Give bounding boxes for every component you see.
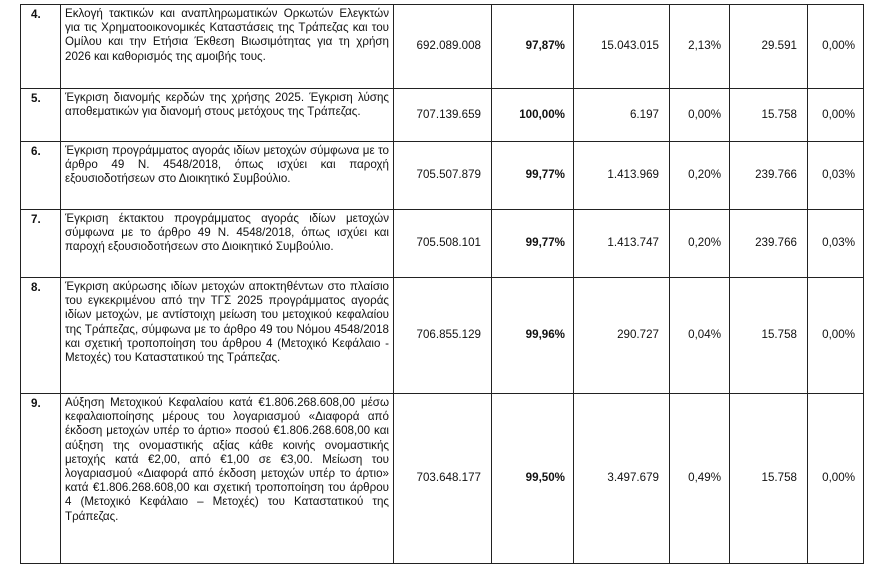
table-row	[21, 278, 864, 394]
abstain-percentage: 0,00%	[808, 5, 864, 89]
table-row	[21, 142, 864, 210]
against-votes: 6.197	[574, 89, 670, 142]
against-votes: 1.413.969	[574, 142, 670, 210]
for-votes: 703.648.177	[394, 394, 492, 564]
item-description: Έγκριση ακύρωσης ιδίων μετοχών αποκτηθέντων στο πλαίσιο του εγκεκριμένου από την ΤΓΣ 2025 προγράμματος αγοράς ιδίων μετοχών, με αντίστοιχη μείωση του μετοχικού κεφαλαίου της Τράπεζας, σύμφωνα με το άρθρο 49 του Νόμου 4548/2018 και σχετική τροποποίηση του άρθρου 4 (Μετοχικό Κεφάλαιο - Μετοχές) του Καταστατικού της Τράπεζας.	[61, 278, 394, 394]
abstain-percentage: 0,00%	[808, 89, 864, 142]
against-percentage: 0,20%	[670, 210, 730, 278]
table-row	[21, 5, 864, 89]
against-percentage: 2,13%	[670, 5, 730, 89]
table-row	[21, 89, 864, 142]
table-row	[21, 210, 864, 278]
item-description: Έγκριση έκτακτου προγράμματος αγοράς ιδίων μετοχών σύμφωνα με το άρθρο 49 Ν. 4548/2018, όπως ισχύει και παροχή εξουσιοδοτήσεων στο Διοικητικό Συμβούλιο.	[61, 210, 394, 278]
voting-results-table	[20, 4, 864, 564]
abstain-votes: 15.758	[730, 89, 808, 142]
against-percentage: 0,04%	[670, 278, 730, 394]
item-number: 7.	[21, 210, 61, 278]
against-votes: 15.043.015	[574, 5, 670, 89]
abstain-percentage: 0,03%	[808, 210, 864, 278]
for-votes: 706.855.129	[394, 278, 492, 394]
for-votes: 705.507.879	[394, 142, 492, 210]
against-votes: 3.497.679	[574, 394, 670, 564]
for-percentage: 99,96%	[492, 278, 574, 394]
for-percentage: 99,50%	[492, 394, 574, 564]
abstain-percentage: 0,00%	[808, 394, 864, 564]
abstain-votes: 239.766	[730, 210, 808, 278]
item-description: Έγκριση προγράμματος αγοράς ιδίων μετοχών σύμφωνα με το άρθρο 49 Ν. 4548/2018, όπως ισχύει και παροχή εξουσιοδοτήσεων στο Διοικητικό Συμβούλιο.	[61, 142, 394, 210]
for-percentage: 99,77%	[492, 142, 574, 210]
for-votes: 707.139.659	[394, 89, 492, 142]
item-description: Εκλογή τακτικών και αναπληρωματικών Ορκωτών Ελεγκτών για τις Χρηματοοικονομικές Καταστάσεις της Τράπεζας και του Ομίλου και την Ετήσια Έκθεση Βιωσιμότητας για τη χρήση 2026 και καθορισμός της αμοιβής τους.	[61, 5, 394, 89]
item-number: 5.	[21, 89, 61, 142]
item-description: Έγκριση διανομής κερδών της χρήσης 2025. Έγκριση λύσης αποθεματικών για διανομή στους μετόχους της Τράπεζας.	[61, 89, 394, 142]
item-number: 6.	[21, 142, 61, 210]
against-percentage: 0,20%	[670, 142, 730, 210]
abstain-votes: 15.758	[730, 278, 808, 394]
for-percentage: 99,77%	[492, 210, 574, 278]
against-percentage: 0,00%	[670, 89, 730, 142]
for-votes: 692.089.008	[394, 5, 492, 89]
abstain-percentage: 0,03%	[808, 142, 864, 210]
table-row	[21, 394, 864, 564]
item-number: 8.	[21, 278, 61, 394]
abstain-votes: 29.591	[730, 5, 808, 89]
for-percentage: 97,87%	[492, 5, 574, 89]
against-votes: 290.727	[574, 278, 670, 394]
for-percentage: 100,00%	[492, 89, 574, 142]
abstain-votes: 239.766	[730, 142, 808, 210]
abstain-percentage: 0,00%	[808, 278, 864, 394]
abstain-votes: 15.758	[730, 394, 808, 564]
item-number: 4.	[21, 5, 61, 89]
against-votes: 1.413.747	[574, 210, 670, 278]
for-votes: 705.508.101	[394, 210, 492, 278]
item-number: 9.	[21, 394, 61, 564]
against-percentage: 0,49%	[670, 394, 730, 564]
item-description: Αύξηση Μετοχικού Κεφαλαίου κατά €1.806.268.608,00 μέσω κεφαλαιοποίησης μέρους του λογαριασμού «Διαφορά από έκδοση μετοχών υπέρ το άρτιο» ποσού €1.806.268.608,00 και αύξηση της ονομαστικής αξίας κάθε κοινής ονομαστικής μετοχής κατά €2,00, από €1,00 σε €3,00. Μείωση του λογαριασμού «Διαφορά από έκδοση μετοχών υπέρ το άρτιο» κατά €1.806.268.608,00 και σχετική τροποποίηση του άρθρου 4 (Μετοχικό Κεφάλαιο – Μετοχές) του Καταστατικού της Τράπεζας.	[61, 394, 394, 564]
